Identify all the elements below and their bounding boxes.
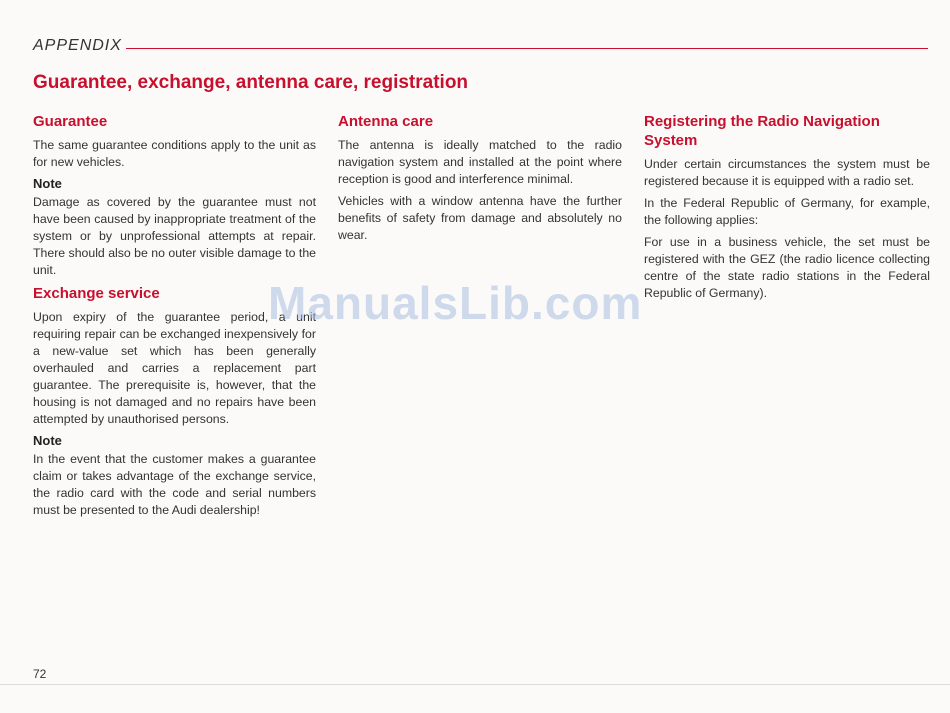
antenna-heading: Antenna care — [338, 113, 434, 130]
page-header — [33, 36, 928, 56]
column-middle — [338, 112, 622, 249]
page-title: Guarantee, exchange, antenna care, registration — [33, 72, 469, 93]
bottom-rule — [0, 684, 950, 685]
section-label: APPENDIX — [33, 37, 122, 54]
note-text: Damage as covered by the guarantee must not have been caused by inappropriate treatment of the system or by unprofessional attempts at repair. There should also be no outer visible damage to the unit. — [33, 195, 317, 277]
guarantee-text: The same guarantee conditions apply to the unit as for new vehicles. — [33, 138, 316, 169]
watermark: ManualsLib.com — [268, 277, 643, 329]
antenna-text-1: The antenna is ideally matched to the radio navigation system and installed at the point where reception is good and interference minimal. — [338, 138, 622, 186]
antenna-text-2: Vehicles with a window antenna have the further benefits of safety from damage and absolutely no wear. — [338, 194, 622, 242]
note-text-2: In the event that the customer makes a guarantee claim or takes advantage of the exchange service, the radio card with the code and serial numbers must be presented to the Audi dealership! — [33, 452, 316, 517]
note-heading-2: Note — [33, 433, 62, 448]
note-heading: Note — [33, 176, 62, 191]
register-text-1: Under certain circumstances the system must be registered because it is equipped with a radio set. — [644, 157, 930, 188]
page-number: 72 — [33, 667, 47, 681]
exchange-text: Upon expiry of the guarantee period, a unit requiring repair can be exchanged inexpensively for a new-value set which has been generally overhauled and carries a replacement part guarantee. The prerequisite is, however, that the housing is not damaged and no repairs have been attempted by unauthorised persons. — [33, 310, 316, 426]
register-text-3: For use in a business vehicle, the set must be registered with the GEZ (the radio licence collecting centre of the state radio stations in the Federal Republic of Germany). — [644, 235, 930, 300]
register-heading: Registering the Radio Navigation System — [644, 113, 880, 149]
register-text-2: In the Federal Republic of Germany, for example, the following applies: — [644, 196, 930, 227]
guarantee-heading: Guarantee — [33, 113, 108, 130]
column-right — [644, 112, 930, 307]
header-rule — [126, 48, 928, 49]
exchange-heading: Exchange service — [33, 285, 160, 302]
